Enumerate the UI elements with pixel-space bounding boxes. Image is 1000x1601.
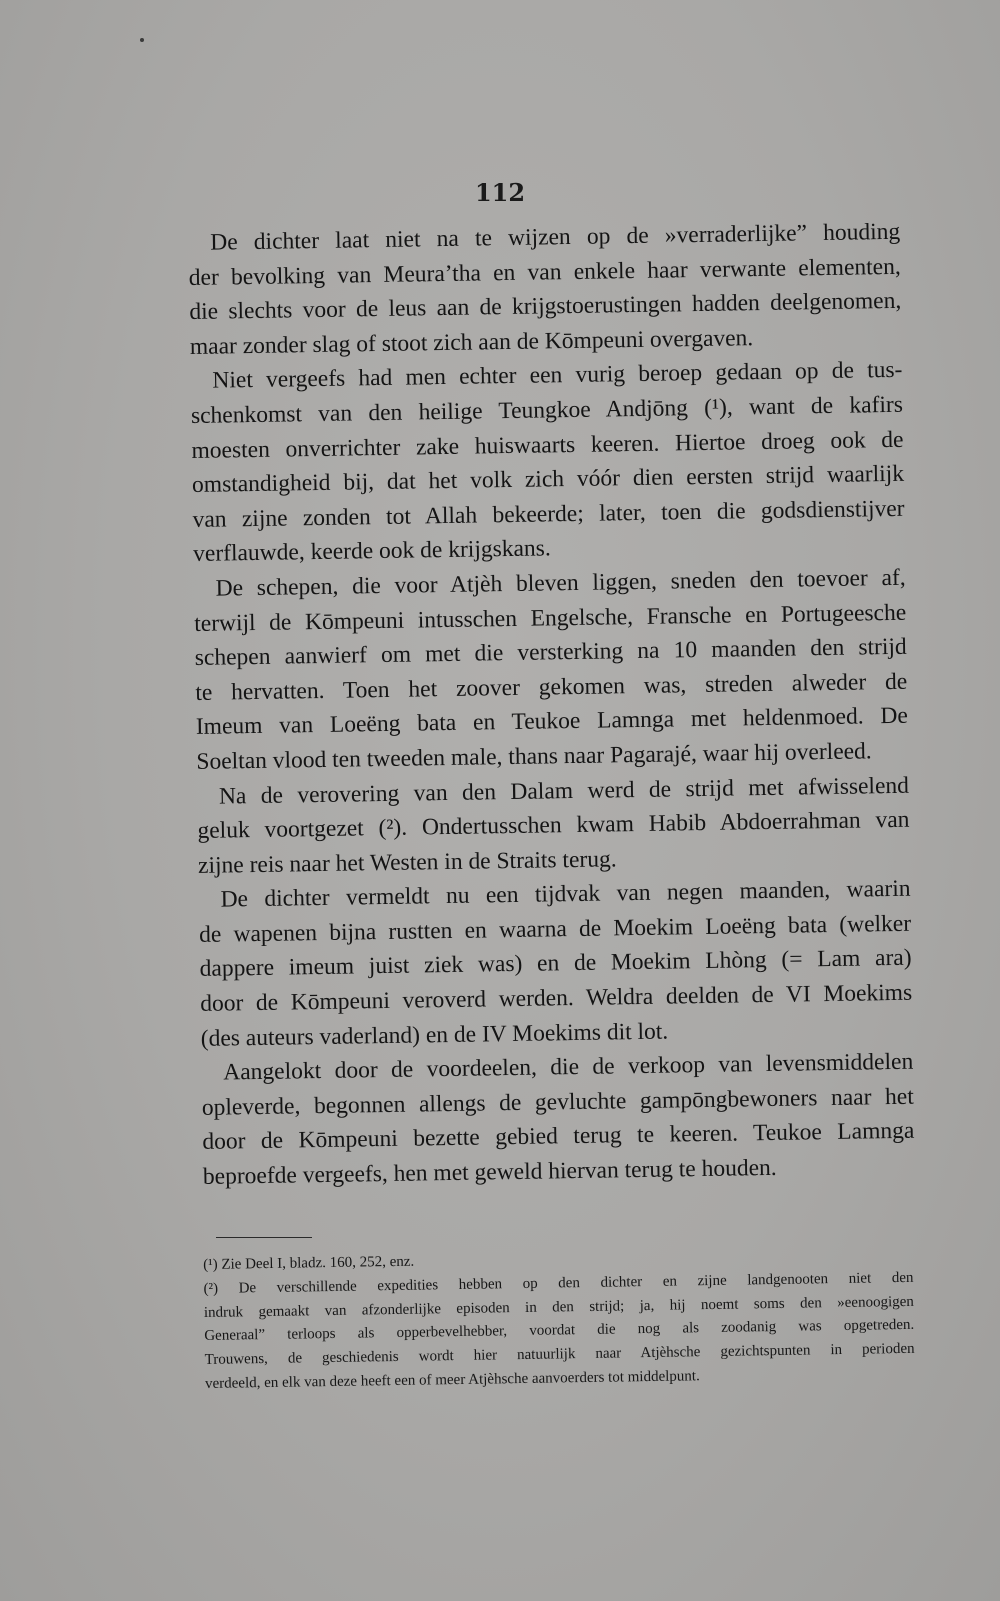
footnote-line: Generaal” terloops als opperbevelhebber, voordat die nog als zoodanig was opgetreden. (204, 1317, 915, 1345)
paragraph-2 (190, 353, 905, 572)
footnote-2 (203, 1267, 915, 1397)
text-line: Aangelokt door de voordeelen, die de verkoop van levensmiddelen (223, 1048, 914, 1086)
text-line: Na de verovering van den Dalam werd de strijd met afwisselend (218, 772, 910, 810)
text-line: van zijne zonden tot Allah bekeerde; later, toen die godsdienstijver (192, 495, 905, 533)
text-line: geluk voortgezet (²). Ondertusschen kwam Habib Abdoerrahman van (197, 806, 910, 845)
text-line: verflauwde, keerde ook de krijgskans. (192, 535, 551, 568)
text-line: omstandigheid bij, dat het volk zich vóór dien eersten strijd waarlijk (191, 460, 905, 499)
text-line: De dichter laat niet na te wijzen op de »verraderlijke” houding (210, 218, 901, 256)
text-line: Soeltan vlood ten tweeden male, thans naar Pagarajé, waar hij overleed. (196, 738, 872, 775)
paragraph-4 (197, 768, 911, 883)
text-line: beproefde vergeefs, hen met geweld hiervan terug te houden. (202, 1154, 777, 1190)
paragraph-3 (193, 561, 908, 780)
paragraph-6 (201, 1045, 915, 1195)
footnote-line: Trouwens, de geschiedenis wordt hier natuurlijk naar Atjèhsche gezichtspunten in perioden (204, 1341, 915, 1369)
footnote-line: (²) De verschillende expedities hebben op den dichter en zijne landgenooten niet den (203, 1269, 914, 1297)
text-line: terwijl de Kōmpeuni intusschen Engelsche, Fransche en Portugeesche (194, 599, 907, 637)
text-line: De dichter vermeldt nu een tijdvak van negen maanden, waarin (220, 876, 911, 913)
text-line: dappere imeum juist ziek was) en de Moekim Lhòng (= Lam ara) (199, 945, 912, 983)
text-line: De schepen, die voor Atjèh bleven liggen, sneden den toevoer af, (215, 564, 906, 602)
text-line: Imeum van Loeëng bata en Teukoe Lamnga met heldenmoed. De (195, 703, 908, 741)
page-number: 112 (474, 178, 526, 207)
text-line: Niet vergeefs had men echter een vurig beroep gedaan op de tus- (212, 357, 903, 395)
text-line: maar zonder slag of stoot zich aan de Kōmpeuni overgaven. (189, 324, 754, 360)
footnote-separator (216, 1237, 312, 1238)
text-line: moesten onverrichter zake huiswaarts keeren. Hiertoe droeg ook de (191, 426, 904, 464)
text-line: de wapenen bijna rustten en waarna de Moekim Loeëng bata (welker (198, 910, 912, 948)
paragraph-1 (188, 215, 902, 365)
text-line: opleverde, begonnen allengs de gevluchte gampōngbewoners naar het (201, 1083, 914, 1121)
footnote-line: verdeeld, en elk van deze heeft een of meer Atjèhsche aanvoerders tot middelpunt. (204, 1368, 700, 1392)
footnote-line: indruk gemaakt van afzonderlijke episoden in den strijd; ja, hij noemt soms den »eenoogigen (203, 1293, 914, 1321)
text-line: zijne reis naar het Westen in de Straits terug. (197, 846, 617, 879)
text-line: schenkomst van den heilige Teungkoe Andjōng (¹), want de kafirs (190, 391, 904, 429)
text-line: te hervatten. Toen het zoover gekomen was, streden alweder de (195, 668, 908, 706)
footnote-line: (¹) Zie Deel I, bladz. 160, 252, enz. (203, 1253, 415, 1273)
text-line: door de Kōmpeuni veroverd werden. Weldra deelden de VI Moekims (200, 979, 913, 1017)
text-line: der bevolking van Meura’tha en van enkele haar verwante elementen, (188, 253, 901, 291)
text-line: schepen aanwierf om met die versterking na 10 maanden den strijd (194, 633, 907, 672)
text-line: (des auteurs vaderland) en de IV Moekims dit lot. (200, 1018, 669, 1052)
text-line: door de Kōmpeuni bezette gebied terug te keeren. Teukoe Lamnga (202, 1118, 915, 1156)
body-text (188, 215, 915, 1195)
scan-speck (140, 38, 144, 42)
footnotes (203, 1243, 915, 1397)
paragraph-5 (198, 872, 913, 1056)
text-line: die slechts voor de leus aan de krijgstoerustingen hadden deelgenomen, (189, 287, 902, 326)
